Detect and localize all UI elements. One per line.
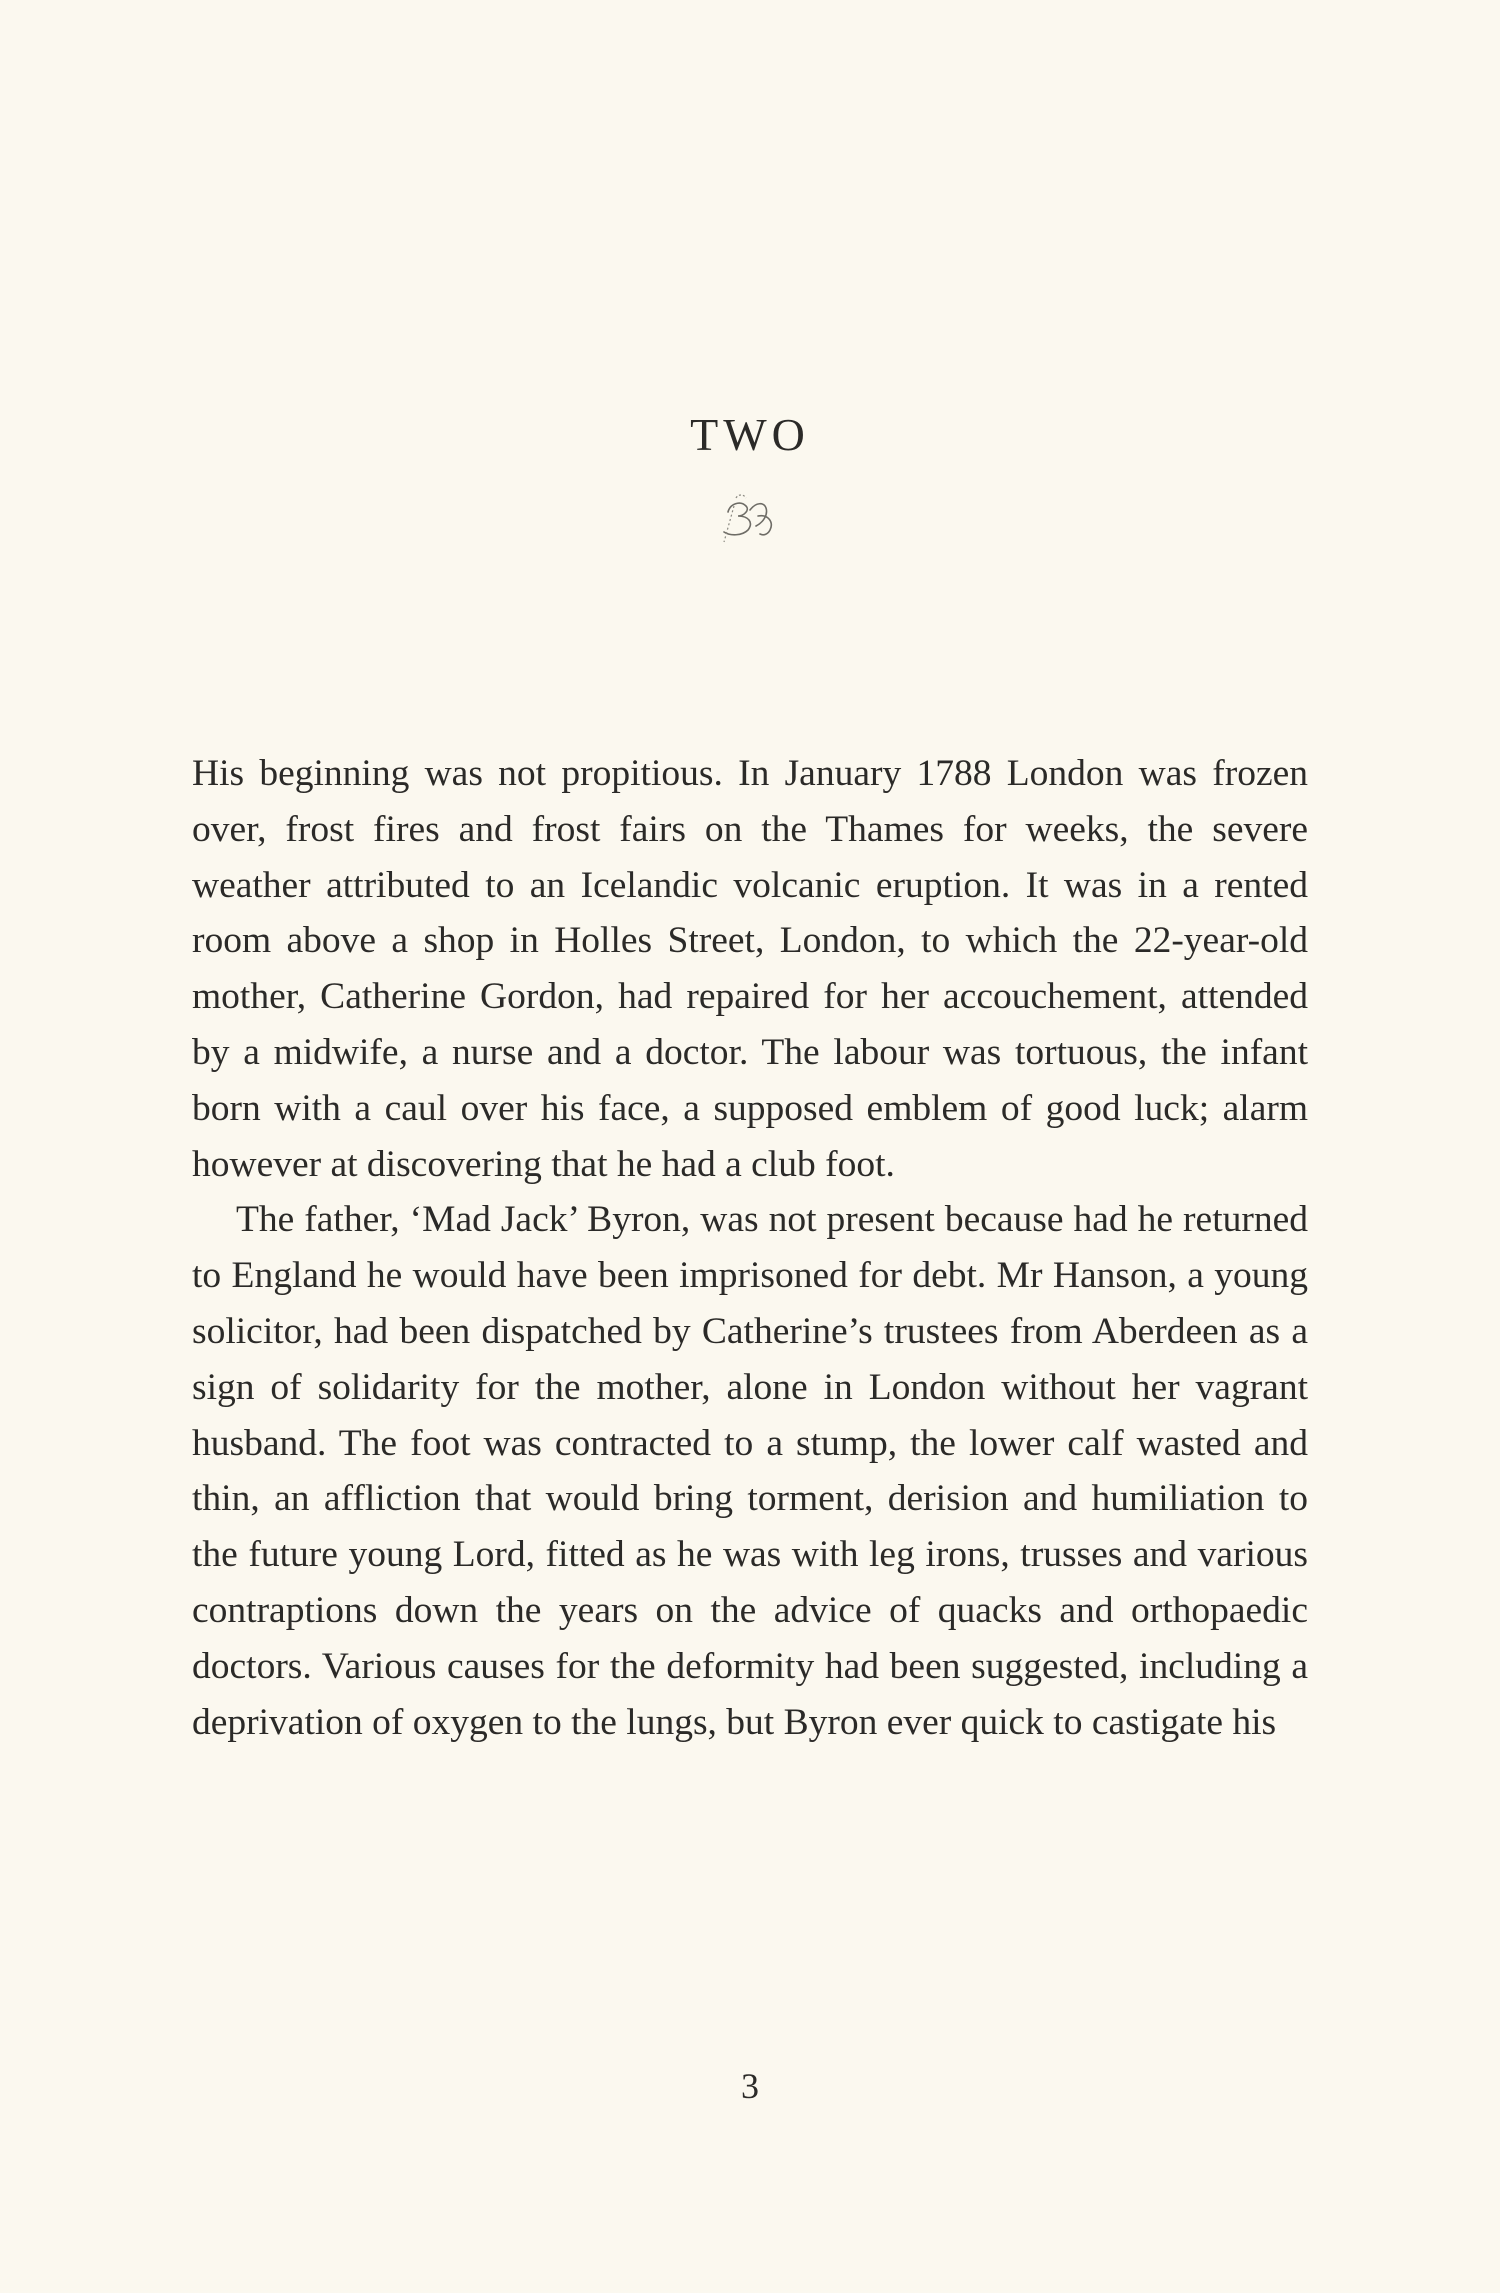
page-number: 3 [741,2066,759,2106]
flourish-ornament-icon [700,476,790,546]
body-text [192,746,1308,1750]
paragraph-2: The father, ‘Mad Jack’ Byron, was not present because had he returned to England he would have been imprisoned for debt. Mr Hanson, a young solicitor, had been dispatched by Catherine’s trustees from Aberdeen as a sign of solidarity for the mother, alone in London without her vagrant husband. The foot was contracted to a stump, the lower calf wasted and thin, an affliction that would bring torment, derision and humiliation to the future young Lord, fitted as he was with leg irons, trusses and various contraptions down the years on the advice of quacks and orthopaedic doctors. Various causes for the deformity had been suggested, including a deprivation of oxygen to the lungs, but Byron ever quick to castigate his [192,1199,1308,1743]
chapter-title: TWO [690,409,810,460]
paragraph-1: His beginning was not propitious. In January 1788 London was frozen over, frost fires and frost fairs on the Thames for weeks, the severe weather attributed to an Icelandic volcanic eruption. It was in a rented room above a shop in Holles Street, London, to which the 22-year-old mother, Catherine Gordon, had repaired for her accouchement, attended by a midwife, a nurse and a doctor. The labour was tortuous, the infant born with a caul over his face, a supposed emblem of good luck; alarm however at discovering that he had a club foot. [192,753,1308,1185]
